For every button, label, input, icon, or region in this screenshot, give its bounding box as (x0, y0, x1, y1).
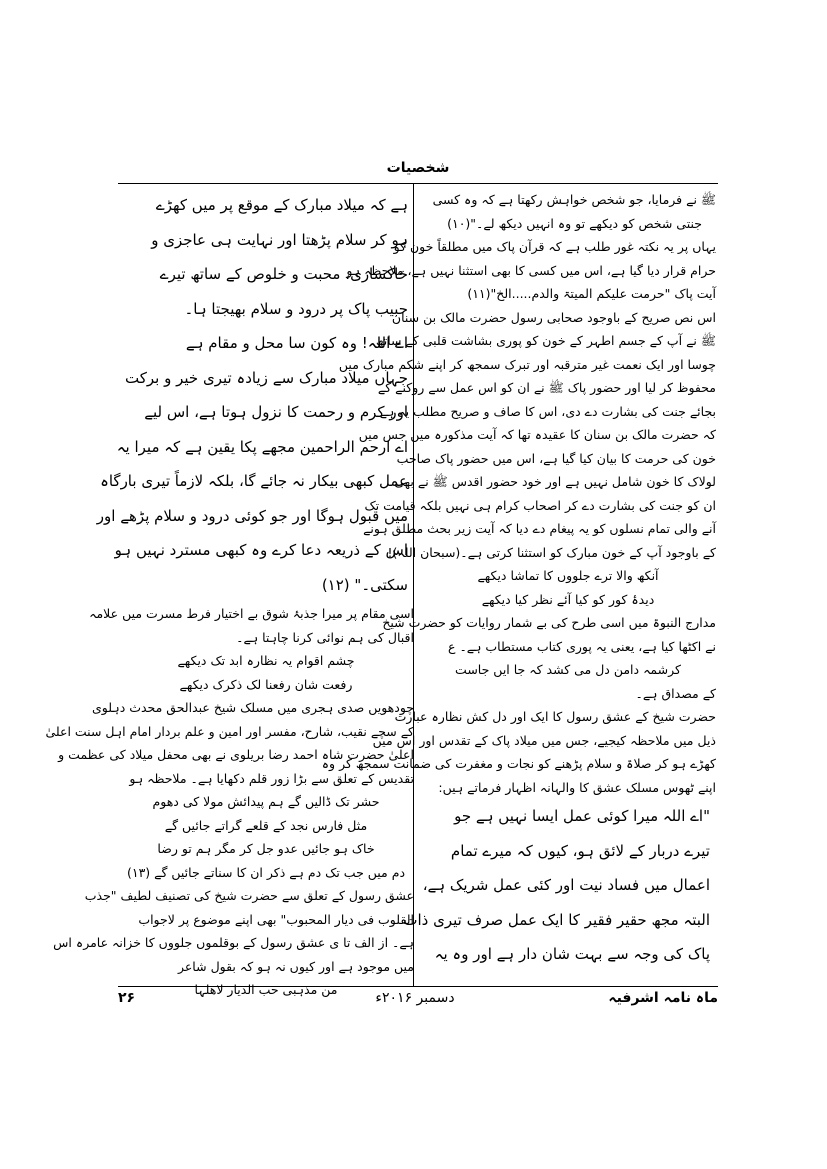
text-line: تقدیس کے تعلق سے بڑا زور قلم دکھایا ہے۔ ملاحظہ ہو (129, 770, 414, 786)
quote-line: اعمال میں فساد نیت اور کئی عمل شریک ہے، (422, 876, 710, 894)
text-line: اعلیٰ حضرت شاہ احمد رضا بریلوی نے بھی محفل میلاد کی عظمت و (58, 747, 414, 762)
verse-line: مثل فارس نجد کے قلعے گراتے جائیں گے (164, 817, 368, 833)
text-line: کہ حضرت مالک بن سنان کا عقیدہ تھا کہ آیت مذکورہ میں جس میں (358, 427, 716, 442)
text-line: جنتی شخص کو دیکھے تو وہ انہیں دیکھ لے۔"(۱۰) (447, 215, 702, 231)
verse-line: چشم اقوام یہ نظارہ ابد تک دیکھے (177, 653, 355, 668)
quote-line: ہو کر سلام پڑھتا اور نہایت ہی عاجزی و (151, 230, 408, 249)
quote-line: اس کے ذریعہ دعا کرے وہ کبھی مسترد نہیں ہو (114, 541, 408, 559)
quote-line: تیرے دربار کے لائق ہو، کیوں کہ میرے تمام (450, 841, 710, 860)
text-line: ﷺ نے آپ کے جسم اطہر کے خون کو پوری بشاشت قلبی کے ساتھ (375, 333, 716, 348)
verse-line: آنکھ والا ترے جلووں کا تماشا دیکھے (477, 568, 659, 583)
quote-line: اے اللہ! وہ کون سا محل و مقام ہے (185, 334, 408, 352)
verse-line: کرشمہ دامن دل می کشد کہ جا ایں جاست (455, 662, 681, 677)
verse-line: دم میں جب تک دم ہے ذکر ان کا سناتے جائیں گے (۱۳) (126, 864, 406, 880)
issue-date: دسمبر ۲۰۱۶ء (375, 990, 455, 1006)
quote-line: خاکساری، محبت و خلوص کے ساتھ تیرے (159, 265, 408, 283)
text-line: مدارج النبوۃ میں اسی طرح کی بے شمار روایات کو حضرت شیخ (382, 615, 716, 630)
text-line: خون کی حرمت کا بیان کیا گیا ہے، اس میں حضور پاک صاحب (396, 450, 716, 466)
quote-line: سکتی۔" (۱۲) (321, 575, 408, 594)
quote-line: اے ارحم الراحمین مجھے پکا یقین ہے کہ میرا یہ (116, 437, 408, 456)
text-line: محفوظ کر لیا اور حضور پاک ﷺ نے ان کو اس عمل سے روکنے کے (377, 380, 716, 395)
quote-line: اور کرم و رحمت کا نزول ہوتا ہے، اس لیے (144, 403, 408, 421)
text-line: یہاں پر یہ نکتہ غور طلب ہے کہ قرآن پاک میں مطلقاً خون کو (393, 239, 716, 254)
quote-line: ہے کہ میلاد مبارک کے موقع پر میں کھڑے (155, 196, 408, 214)
text-line: بجائے جنت کی بشارت دے دی، اس کا صاف و صریح مطلب یہ ہے (379, 403, 716, 419)
verse-line: رفعت شان رفعنا لک ذکرک دیکھے (179, 676, 353, 692)
text-line: ﷺ نے فرمایا، جو شخص خواہش رکھتا ہے کہ وہ کسی (432, 192, 716, 207)
text-line: اقبال کی ہم نوائی کرنا چاہتا ہے۔ (236, 629, 414, 645)
verse-line: دیدۂ کور کو کیا آئے نظر کیا دیکھے (481, 591, 655, 607)
text-line: اپنے ٹھوس مسلک عشق کا والہانہ اظہار فرماتے ہیں: (438, 779, 716, 795)
text-line: کے سچے نقیب، شارح، مفسر اور امین و علم بردار امام اہل سنت اعلیٰ (45, 723, 414, 739)
text-line: القلوب فی دیار المحبوب" بھی اپنے موضوع پر لاجواب (138, 911, 414, 927)
text-line: حرام قرار دیا گیا ہے، اس میں کسی کا بھی استثنا نہیں ہے، ملاحظہ ہو (346, 262, 716, 278)
text-line: چوسا اور ایک نعمت غیر مترقبہ اور تبرک سمجھ کر اپنے شکم مبارک میں (338, 356, 716, 372)
header-rule (118, 183, 718, 184)
text-line: میں موجود ہے اور کیوں نہ ہو کہ بقول شاعر (177, 958, 414, 974)
text-line: ہے۔ از الف تا ی عشق رسول کے بوقلموں جلووں کا خزانہ عامرہ اس (53, 935, 414, 950)
text-line: چودھویں صدی ہجری میں مسلک شیخ عبدالحق محدث دہلوی (91, 700, 414, 715)
journal-name: ماہ نامہ اشرفیہ (608, 990, 718, 1006)
quote-line: البتہ مجھ حقیر فقیر کا ایک عمل صرف تیری ذات (403, 910, 710, 929)
verse-line: من مذہبی حب الدیار لاھلہا (194, 982, 338, 997)
text-line: عشق رسول کے تعلق سے حضرت شیخ کی تصنیف لطیف "جذب (84, 888, 414, 903)
left-column (45, 188, 414, 1002)
text-line: کے مصداق ہے۔ (635, 685, 716, 701)
quote-line: میں قبول ہوگا اور جو کوئی درود و سلام پڑھے اور (96, 506, 408, 525)
text-line: کھڑے ہو کر صلاۃ و سلام پڑھنے کو نجات و مغفرت کی ضمانت سمجھ کر وہ (321, 756, 716, 771)
quote-line: عمل کبھی بیکار نہ جائے گا، بلکہ لازماً تیری بارگاہ (100, 472, 408, 490)
page-number: ۲۶ (118, 990, 136, 1006)
text-line: حضرت شیخ کے عشق رسول کا ایک اور دل کش نظارہ عبارت (394, 709, 716, 724)
verse-line: حشر تک ڈالیں گے ہم پیدائش مولا کی دھوم (152, 794, 380, 809)
text-line: نے اکٹھا کیا ہے، یعنی یہ پوری کتاب مستطاب ہے۔ ع (448, 638, 716, 654)
verse-line: خاک ہو جائیں عدو جل کر مگر ہم تو رضا (157, 841, 375, 856)
footer-rule (118, 986, 718, 987)
quote-line: "اے اللہ میرا کوئی عمل ایسا نہیں ہے جو (454, 807, 710, 825)
text-line: کے باوجود آپ کے خون مبارک کو استثنا کرتی ہے۔(سبحان اللہ)! (387, 544, 716, 560)
text-line: ذیل میں ملاحظہ کیجیے، جس میں میلاد پاک کے تقدس اور اس میں (372, 732, 716, 748)
quote-line: پاک کی وجہ سے بہت شان دار ہے اور وہ یہ (434, 945, 710, 963)
text-line: آیت پاک "حرمت علیکم المیتۃ والدم.....الخ"(۱۱) (467, 286, 716, 301)
text-line: لولاک کا خون شامل نہیں ہے اور خود حضور اقدس ﷺ نے بھی (394, 474, 716, 489)
quote-line: حبیب پاک پر درود و سلام بھیجتا ہا۔ (184, 299, 408, 318)
text-line: آنے والی تمام نسلوں کو یہ پیغام دے دیا کہ آیت زیر بحث مطلق ہونے (363, 521, 716, 536)
text-line: اسی مقام پر میرا جذبۂ شوق بے اختیار فرط مسرت میں علامہ (89, 606, 414, 621)
section-title: شخصیات (386, 160, 450, 176)
text-line: اس نص صریح کے باوجود صحابی رسول حضرت مالک بن سنان (391, 309, 716, 325)
quote-line: جہاں میلاد مبارک سے زیادہ تیری خیر و برکت (125, 368, 408, 387)
text-line: ان کو جنت کی بشارت دے کر اصحاب کرام ہی نہیں بلکہ قیامت تک (364, 497, 716, 513)
